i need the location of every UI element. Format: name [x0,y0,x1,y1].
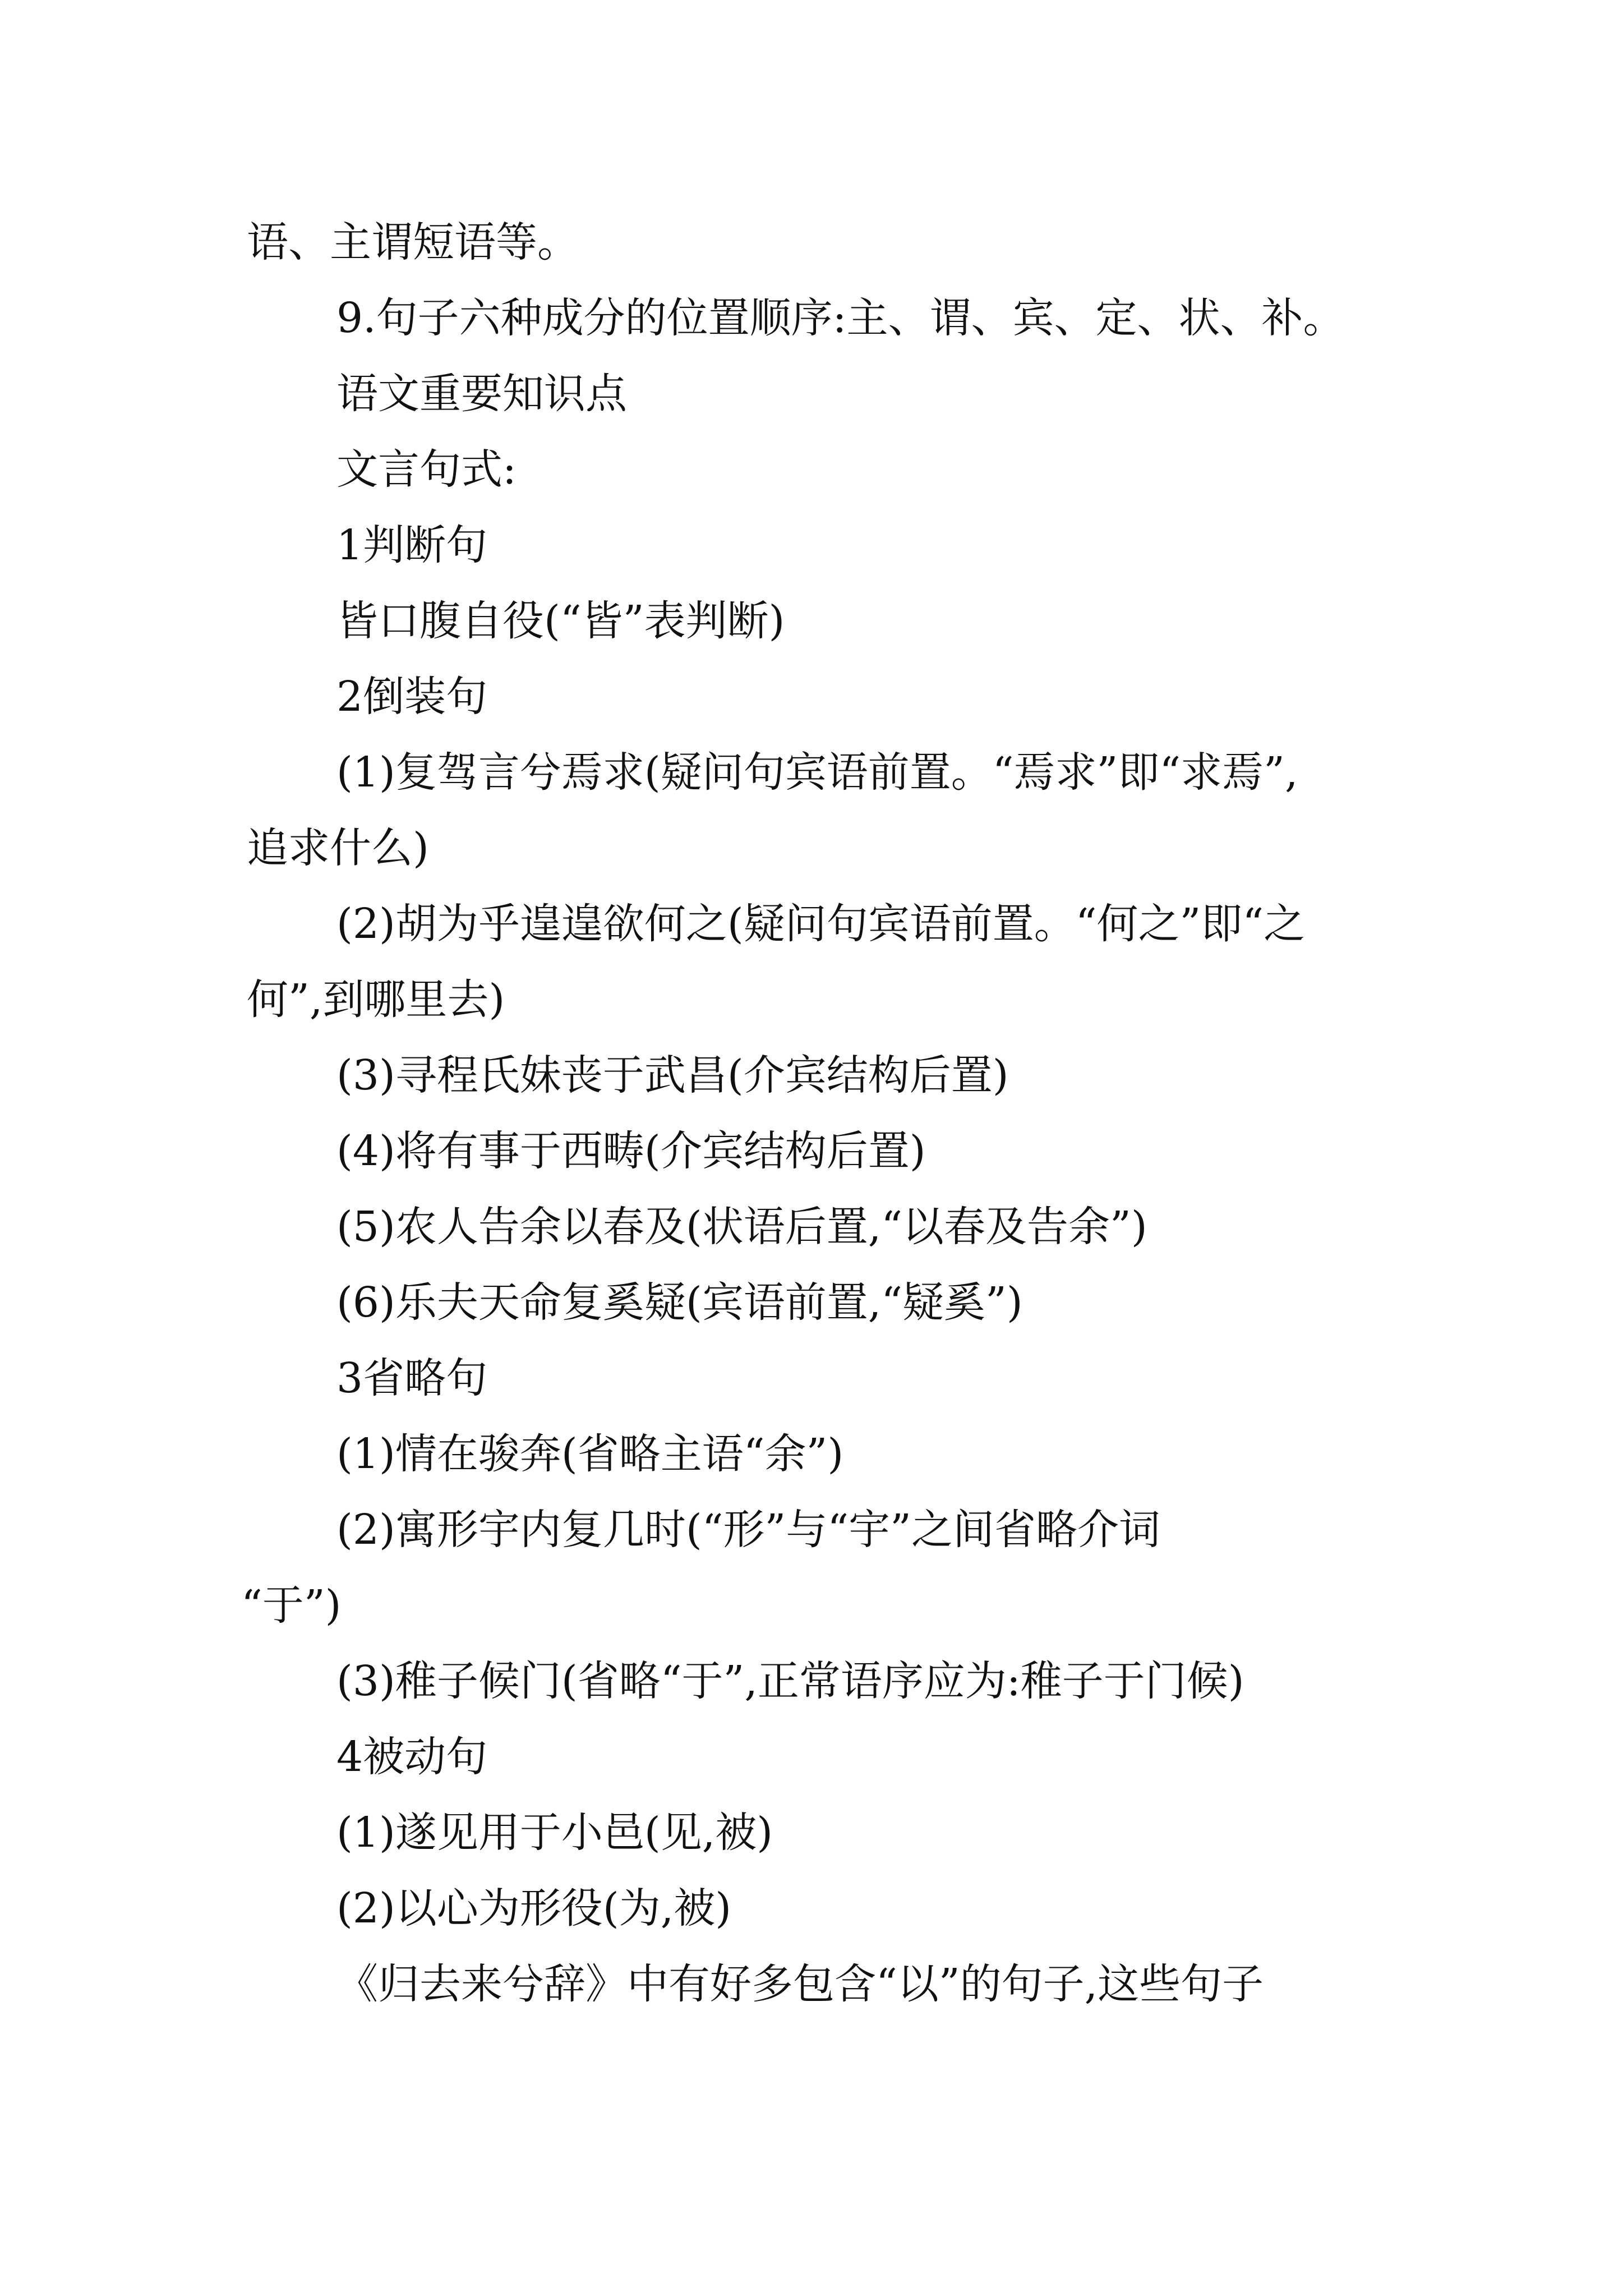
text-line-18: (2)寓形宇内复几时(“形”与“宇”之间省略介词 [336,1506,1161,1554]
text-line-6: 皆口腹自役(“皆”表判断) [336,597,785,645]
text-line-5: 1判断句 [336,521,488,569]
text-line-7: 2倒装句 [336,673,488,721]
text-line-2: 9.句子六种成分的位置顺序:主、谓、宾、定、状、补。 [336,294,1345,342]
text-line-21: 4被动句 [336,1733,488,1781]
text-line-13: (4)将有事于西畴(介宾结构后置) [336,1127,926,1175]
text-line-20: (3)稚子候门(省略“于”,正常语序应为:稚子于门候) [336,1657,1244,1705]
text-line-19: “于”) [241,1581,342,1630]
section-heading: 语文重要知识点 [336,370,627,418]
text-line-9: 追求什么) [247,824,429,872]
text-line-1: 语、主谓短语等。 [247,218,579,266]
text-line-17: (1)情在骏奔(省略主语“余”) [336,1430,844,1478]
text-line-16: 3省略句 [336,1354,488,1402]
text-line-23: (2)以心为形役(为,被) [336,1884,732,1932]
text-line-15: (6)乐夫天命复奚疑(宾语前置,“疑奚”) [336,1278,1023,1327]
text-line-14: (5)农人告余以春及(状语后置,“以春及告余”) [336,1203,1147,1251]
text-line-11: 何”,到哪里去) [247,976,505,1024]
text-line-10: (2)胡为乎遑遑欲何之(疑问句宾语前置。“何之”即“之 [336,900,1306,948]
text-line-24: 《归去来兮辞》中有好多包含“以”的句子,这些句子 [336,1960,1264,2008]
text-line-8: (1)复驾言兮焉求(疑问句宾语前置。“焉求”即“求焉”, [336,748,1298,797]
text-line-12: (3)寻程氏妹丧于武昌(介宾结构后置) [336,1051,1009,1099]
text-line-22: (1)遂见用于小邑(见,被) [336,1809,773,1857]
subsection-heading: 文言句式: [336,445,517,494]
